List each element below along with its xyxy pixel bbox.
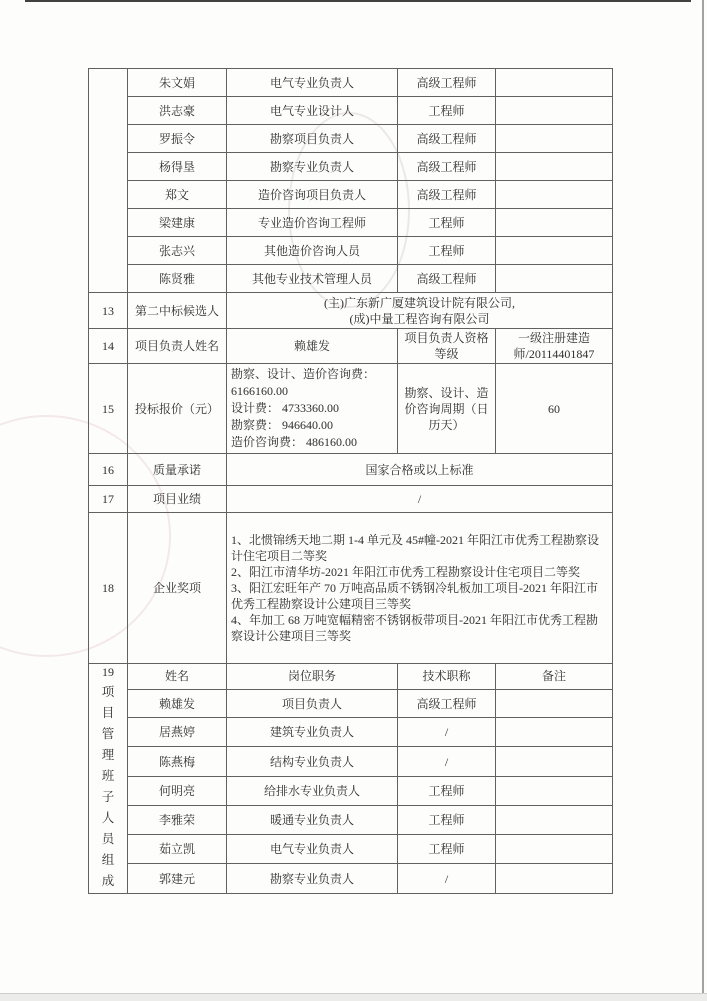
fee-line: 造价咨询费： 486160.00	[231, 435, 358, 449]
person-name-cell: 杨得垦	[128, 153, 227, 181]
period-label-cell: 勘察、设计、造价咨询周期（日历天）	[398, 364, 496, 454]
remark-cell	[496, 718, 613, 747]
scan-edge-top	[25, 0, 691, 2]
member-role-cell: 建筑专业负责人	[227, 718, 398, 747]
award-item: 1、北惯锦绣天地二期 1-4 单元及 45#幢-2021 年阳江市优秀工程勘察设计住宅项目二等奖	[231, 533, 599, 563]
member-title-cell: 工程师	[398, 835, 496, 864]
column-header-name: 姓名	[128, 664, 227, 690]
period-value-cell: 60	[496, 364, 613, 454]
row-label-cell: 质量承诺	[128, 454, 227, 486]
person-title-cell: 高级工程师	[398, 181, 496, 209]
row-label-cell: 投标报价（元）	[128, 364, 227, 454]
table-row	[89, 181, 613, 209]
award-item: 2、阳江市清华坊-2021 年阳江市优秀工程勘察设计住宅项目二等奖	[231, 565, 580, 579]
member-name-cell: 陈燕梅	[128, 747, 227, 777]
remark-cell	[496, 209, 613, 237]
person-position-cell: 其他造价咨询人员	[227, 237, 398, 265]
member-role-cell: 暖通专业负责人	[227, 805, 398, 835]
table-row	[89, 153, 613, 181]
table-row	[89, 864, 613, 894]
person-title-cell: 高级工程师	[398, 265, 496, 293]
remark-cell	[496, 747, 613, 777]
person-title-cell: 工程师	[398, 97, 496, 125]
project-leader-name-cell: 赖雄发	[227, 329, 398, 364]
table-row	[89, 293, 613, 329]
scan-edge-right	[702, 0, 704, 993]
seq-cell: 16	[89, 454, 128, 486]
member-role-cell: 项目负责人	[227, 689, 398, 718]
table-row	[89, 664, 613, 690]
table-row	[89, 329, 613, 364]
person-position-cell: 专业造价咨询工程师	[227, 209, 398, 237]
remark-cell	[496, 864, 613, 894]
member-name-cell: 居燕婷	[128, 718, 227, 747]
column-header-title: 技术职称	[398, 664, 496, 690]
row-label-cell: 项目业绩	[128, 486, 227, 513]
column-header-role: 岗位职务	[227, 664, 398, 690]
table-row	[89, 835, 613, 864]
row-label-cell: 项目负责人姓名	[128, 329, 227, 364]
bid-price-cell	[227, 364, 398, 454]
person-position-cell: 造价咨询项目负责人	[227, 181, 398, 209]
fee-line: 勘察、设计、造价咨询费： 6166160.00	[231, 367, 376, 398]
person-name-cell: 陈贤雅	[128, 265, 227, 293]
table-row	[89, 718, 613, 747]
remark-cell	[496, 97, 613, 125]
table-row	[89, 69, 613, 97]
table-row	[89, 805, 613, 835]
candidate-line: (主)广东新广厦建筑设计院有限公司,	[324, 295, 515, 310]
remark-cell	[496, 835, 613, 864]
person-position-cell: 勘察项目负责人	[227, 125, 398, 153]
person-name-cell: 洪志豪	[128, 97, 227, 125]
remark-cell	[496, 689, 613, 718]
table-row	[89, 209, 613, 237]
table-row	[89, 364, 613, 454]
table-row	[89, 237, 613, 265]
remark-cell	[496, 69, 613, 97]
candidate-line: (成)中量工程咨询有限公司	[349, 311, 490, 326]
member-name-cell: 茹立凯	[128, 835, 227, 864]
seq-cell: 18	[89, 513, 128, 664]
member-role-cell: 给排水专业负责人	[227, 776, 398, 805]
person-name-cell: 梁建康	[128, 209, 227, 237]
table-row	[89, 454, 613, 486]
enterprise-awards-cell	[227, 513, 613, 664]
member-role-cell: 勘察专业负责人	[227, 864, 398, 894]
person-position-cell: 其他专业技术管理人员	[227, 265, 398, 293]
row-label-cell: 第二中标候选人	[128, 293, 227, 329]
member-title-cell: 工程师	[398, 805, 496, 835]
member-name-cell: 何明亮	[128, 776, 227, 805]
member-title-cell: /	[398, 747, 496, 777]
quality-commitment-cell: 国家合格或以上标准	[227, 454, 613, 486]
member-name-cell: 李雅荣	[128, 805, 227, 835]
project-performance-cell: /	[227, 486, 613, 513]
table-row	[89, 689, 613, 718]
fee-line: 设计费： 4733360.00	[231, 401, 340, 415]
remark-cell	[496, 153, 613, 181]
table-row	[89, 125, 613, 153]
seq-cell: 13	[89, 293, 128, 329]
member-name-cell: 郭建元	[128, 864, 227, 894]
award-item: 4、年加工 68 万吨宽幅精密不锈钢板带项目-2021 年阳江市优秀工程勘察设计公建项目三等奖	[231, 613, 598, 643]
table-row	[89, 486, 613, 513]
member-title-cell: /	[398, 718, 496, 747]
person-position-cell: 电气专业设计人	[227, 97, 398, 125]
table-row	[89, 513, 613, 664]
remark-cell	[496, 265, 613, 293]
person-title-cell: 工程师	[398, 237, 496, 265]
person-name-cell: 郑文	[128, 181, 227, 209]
seq-cell-empty	[89, 69, 128, 293]
leader-qualification-value-cell: 一级注册建造师/20114401847	[496, 329, 613, 364]
member-title-cell: 工程师	[398, 776, 496, 805]
person-title-cell: 高级工程师	[398, 69, 496, 97]
member-role-cell: 结构专业负责人	[227, 747, 398, 777]
column-header-remark: 备注	[496, 664, 613, 690]
section19-seq-cell	[89, 664, 128, 894]
person-name-cell: 张志兴	[128, 237, 227, 265]
member-name-cell: 赖雄发	[128, 689, 227, 718]
member-role-cell: 电气专业负责人	[227, 835, 398, 864]
member-title-cell: /	[398, 864, 496, 894]
remark-cell	[496, 181, 613, 209]
remark-cell	[496, 237, 613, 265]
remark-cell	[496, 125, 613, 153]
seq-cell: 15	[89, 364, 128, 454]
person-position-cell: 勘察专业负责人	[227, 153, 398, 181]
member-title-cell: 高级工程师	[398, 689, 496, 718]
section19-number: 19	[102, 665, 114, 679]
table-row	[89, 776, 613, 805]
leader-qualification-label-cell: 项目负责人资格等级	[398, 329, 496, 364]
remark-cell	[496, 805, 613, 835]
second-candidate-cell	[227, 293, 613, 329]
fee-line: 勘察费： 946640.00	[231, 418, 334, 432]
remark-cell	[496, 776, 613, 805]
table-row	[89, 97, 613, 125]
table-row	[89, 747, 613, 777]
person-name-cell: 罗振令	[128, 125, 227, 153]
section19-vertical-label: 项目管理班子人员组成	[101, 685, 115, 888]
table-row	[89, 265, 613, 293]
bid-evaluation-table	[88, 68, 613, 894]
person-name-cell: 朱文娟	[128, 69, 227, 97]
award-item: 3、阳江宏旺年产 70 万吨高品质不锈钢冷轧板加工项目-2021 年阳江市优秀工程勘察设计公建项目三等奖	[231, 581, 598, 611]
person-position-cell: 电气专业负责人	[227, 69, 398, 97]
person-title-cell: 工程师	[398, 209, 496, 237]
person-title-cell: 高级工程师	[398, 153, 496, 181]
row-label-cell: 企业奖项	[128, 513, 227, 664]
person-title-cell: 高级工程师	[398, 125, 496, 153]
seq-cell: 17	[89, 486, 128, 513]
seq-cell: 14	[89, 329, 128, 364]
